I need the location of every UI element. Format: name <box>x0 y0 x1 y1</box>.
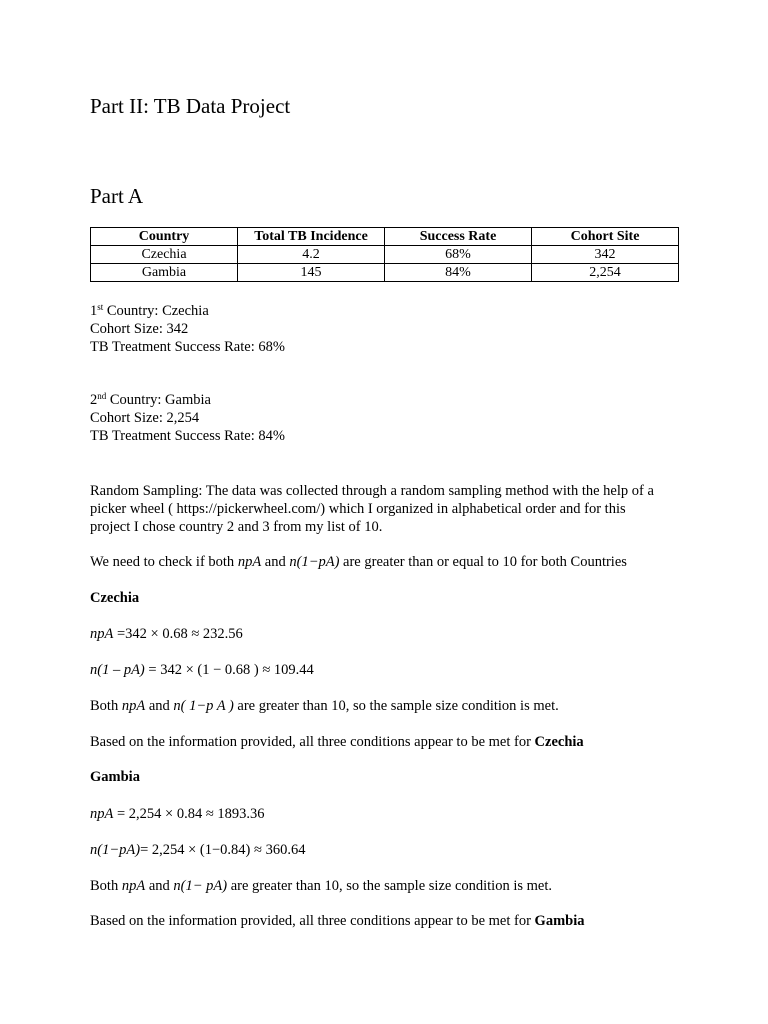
math-npa: npA <box>90 806 114 822</box>
math-npa: npA <box>90 626 114 642</box>
heading-text: Czechia <box>90 590 140 606</box>
text: Both <box>90 698 122 714</box>
tb-data-table <box>90 227 679 282</box>
table-cell: 84% <box>385 264 532 282</box>
paragraph-line: project I chose country 2 and 3 from my list of 10. <box>90 519 383 535</box>
math-n1pa: n( 1−p A ) <box>173 698 234 714</box>
paragraph-line: Random Sampling: The data was collected through a random sampling method with the help of a <box>90 483 654 499</box>
czechia-heading <box>90 589 139 607</box>
text: and <box>145 698 174 714</box>
column-header-total-tb-incidence: Total TB Incidence <box>238 228 385 246</box>
table-cell: 145 <box>238 264 385 282</box>
table-header-row <box>91 228 679 246</box>
table-cell: 68% <box>385 246 532 264</box>
country-1-line <box>90 302 285 320</box>
ordinal-suffix: nd <box>97 391 107 401</box>
text: Both <box>90 878 122 894</box>
czechia-conclusion <box>90 733 584 751</box>
text: are greater than 10, so the sample size condition is met. <box>233 698 559 714</box>
table-cell: 342 <box>532 246 679 264</box>
math-npa: npA <box>237 554 262 570</box>
table-row <box>91 246 679 264</box>
text: are greater than or equal to 10 for both Countries <box>339 554 627 570</box>
czechia-npa-equation <box>90 625 243 643</box>
ordinal-number: 2 <box>90 392 98 408</box>
success-rate-line: TB Treatment Success Rate: 68% <box>90 339 285 355</box>
column-header-country: Country <box>91 228 238 246</box>
gambia-conclusion <box>90 912 585 930</box>
country-name: Country: Gambia <box>106 392 211 408</box>
gambia-n1pa-equation <box>90 841 305 859</box>
text: and <box>145 878 174 894</box>
country-name: Czechia <box>534 734 584 750</box>
math-n1pa: n(1 – pA) <box>90 662 145 678</box>
country-1-block <box>90 302 285 356</box>
country-name: Gambia <box>534 913 585 929</box>
table-cell: Czechia <box>91 246 238 264</box>
cohort-size-line: Cohort Size: 342 <box>90 321 189 337</box>
text: We need to check if both <box>90 554 238 570</box>
column-header-success-rate: Success Rate <box>385 228 532 246</box>
math-n1pa: n(1−pA) <box>289 554 340 570</box>
condition-check-sentence <box>90 553 627 571</box>
math-npa: npA <box>121 698 146 714</box>
czechia-n1pa-equation <box>90 661 314 679</box>
ordinal-number: 1 <box>90 303 98 319</box>
text: Based on the information provided, all three conditions appear to be met for <box>90 913 535 929</box>
success-rate-line: TB Treatment Success Rate: 84% <box>90 428 285 444</box>
cohort-size-line: Cohort Size: 2,254 <box>90 410 200 426</box>
section-heading-part-a: Part A <box>90 184 144 208</box>
equation-text: = 2,254 × 0.84 ≈ 1893.36 <box>113 806 265 822</box>
equation-text: =342 × 0.68 ≈ 232.56 <box>113 626 243 642</box>
column-header-cohort-site: Cohort Site <box>532 228 679 246</box>
table-row <box>91 264 679 282</box>
equation-text: = 342 × (1 − 0.68 ) ≈ 109.44 <box>144 662 314 678</box>
document-title: Part II: TB Data Project <box>90 94 291 118</box>
table-cell: Gambia <box>91 264 238 282</box>
gambia-heading <box>90 768 140 786</box>
math-n1pa: n(1−pA) <box>90 842 141 858</box>
math-n1pa: n(1− pA) <box>173 878 228 894</box>
czechia-both-sentence <box>90 697 559 715</box>
equation-text: = 2,254 × (1−0.84) ≈ 360.64 <box>140 842 306 858</box>
country-name: Country: Czechia <box>103 303 209 319</box>
country-2-block <box>90 391 285 445</box>
text: and <box>261 554 290 570</box>
table-cell: 4.2 <box>238 246 385 264</box>
heading-text: Gambia <box>90 769 140 785</box>
paragraph-line: picker wheel ( https://pickerwheel.com/) which I organized in alphabetical order and for this <box>90 501 626 517</box>
ordinal-suffix: st <box>97 302 104 312</box>
math-npa: npA <box>121 878 146 894</box>
gambia-npa-equation <box>90 805 265 823</box>
gambia-both-sentence <box>90 877 552 895</box>
text: Based on the information provided, all three conditions appear to be met for <box>90 734 535 750</box>
table-cell: 2,254 <box>532 264 679 282</box>
country-2-line <box>90 391 285 409</box>
text: are greater than 10, so the sample size condition is met. <box>227 878 553 894</box>
random-sampling-paragraph <box>90 482 654 536</box>
